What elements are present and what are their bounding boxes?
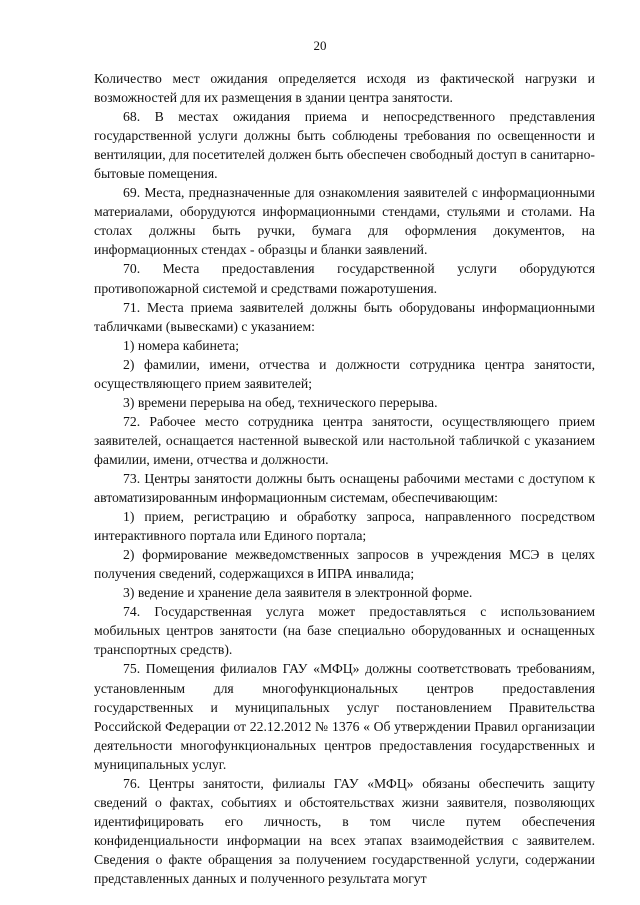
paragraph-p70: 70. Места предоставления государственной услуги оборудуются противопожарной системой и средствами пожаротушения. <box>94 261 595 296</box>
paragraph-p72: 72. Рабочее место сотрудника центра занятости, осуществляющего прием заявителей, оснащается настенной вывеской или настольной табличкой с указанием фамилии, имени, отчества и должности. <box>94 413 595 467</box>
paragraph-p68: 68. В местах ожидания приема и непосредственного представления государственной услуги должны быть соблюдены требования по освещенности и вентиляции, для посетителей должен быть обеспечен свободный доступ в санитарно-бытовые помещения. <box>94 109 595 182</box>
paragraph-p71-2: 2) фамилии, имени, отчества и должности сотрудника центра занятости, осуществляющего прием заявителей; <box>94 356 595 391</box>
document-body <box>94 69 595 888</box>
paragraph-p74: 74. Государственная услуга может предоставляться с использованием мобильных центров занятости (на базе специально оборудованных и оснащенных транспортных средств). <box>94 604 595 658</box>
paragraph-p73: 73. Центры занятости должны быть оснащены рабочими местами с доступом к автоматизированным информационным системам, обеспечивающим: <box>94 470 595 506</box>
paragraph-p75: 75. Помещения филиалов ГАУ «МФЦ» должны соответствовать требованиям, установленным для многофункциональных центров предоставления государственных и муниципальных услуг постановлением Правительства Российской Федерации от 22.12.2012 № 1376 « Об утверждении Правил организации деятельности многофункциональных центров предоставления государственных и муниципальных услуг. <box>94 661 595 772</box>
paragraph-p73-1: 1) прием, регистрацию и обработку запроса, направленного посредством интерактивного портала или Единого портала; <box>94 509 595 544</box>
paragraph-p69: 69. Места, предназначенные для ознакомления заявителей с информационными материалами, оборудуются информационными стендами, стульями и столами. На столах должны быть ручки, бумага для оформления документов, на информационных стендах - образцы и бланки заявлений. <box>94 185 595 258</box>
paragraph-p71: 71. Места приема заявителей должны быть оборудованы информационными табличками (вывесками) с указанием: <box>94 299 595 334</box>
paragraph-p76: 76. Центры занятости, филиалы ГАУ «МФЦ» обязаны обеспечить защиту сведений о фактах, событиях и обстоятельствах жизни заявителя, позволяющих идентифицировать его личность, в том числе путем обеспечения конфиденциальности информации на всех этапах взаимодействия с заявителем. Сведения о факте обращения за получением государственной услуги, содержании представленных данных и полученного результата могут <box>94 775 595 886</box>
paragraph-p71-1: 1) номера кабинета; <box>123 337 240 353</box>
paragraph-p0: Количество мест ожидания определяется исходя из фактической нагрузки и возможностей для их размещения в здании центра занятости. <box>94 71 595 106</box>
paragraph-p73-2: 2) формирование межведомственных запросов в учреждения МСЭ в целях получения сведений, содержащихся в ИПРА инвалида; <box>94 547 595 582</box>
paragraph-p73-3: 3) ведение и хранение дела заявителя в электронной форме. <box>123 585 473 601</box>
paragraph-p71-3: 3) времени перерыва на обед, технического перерыва. <box>123 394 438 410</box>
page-number: 20 <box>313 38 327 53</box>
